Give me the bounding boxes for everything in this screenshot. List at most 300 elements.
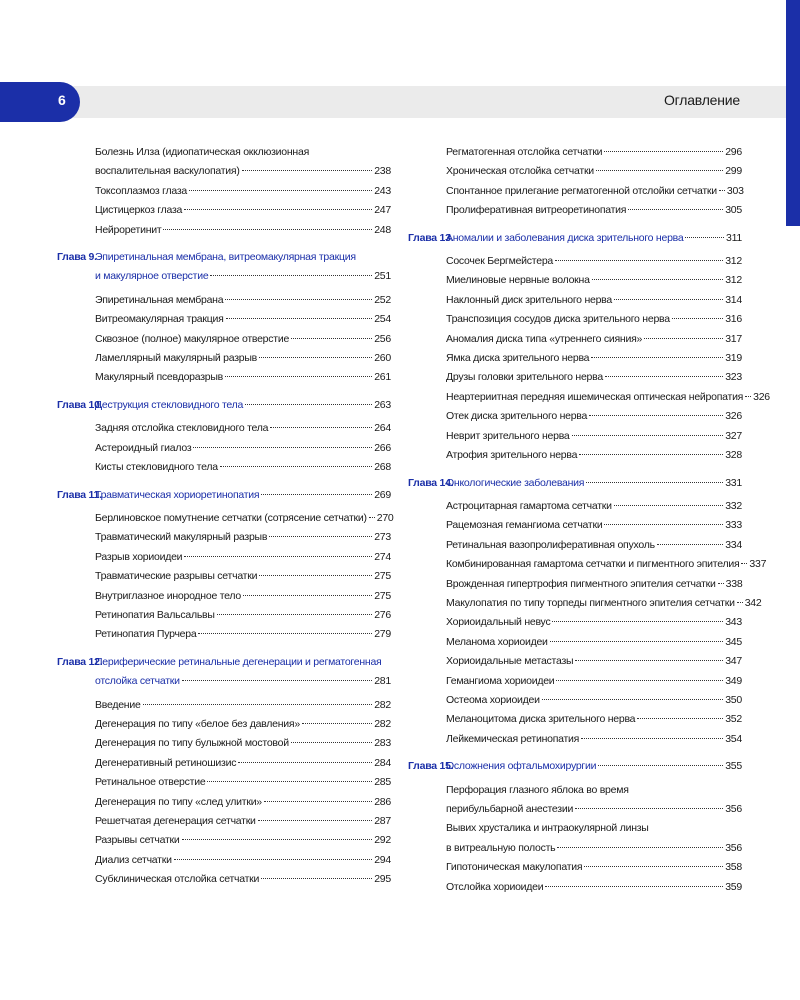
- entry-title: Хориоидальный невус: [446, 616, 551, 629]
- leader-dots: [302, 723, 372, 724]
- chapter-title-block: [95, 248, 391, 287]
- entry-title: Отслойка хориоидеи: [446, 880, 544, 893]
- entry-title: Введение: [95, 698, 141, 711]
- leader-dots: [258, 820, 373, 821]
- toc-entry[interactable]: [408, 878, 742, 897]
- leader-dots: [685, 237, 724, 238]
- entry-title: Макулопатия по типу торпеды пигментного эпителия сетчатки: [446, 596, 735, 609]
- toc-entry[interactable]: [408, 388, 770, 407]
- entry-page-number: 327: [725, 429, 742, 442]
- leader-dots: [575, 660, 723, 661]
- leader-dots: [545, 886, 723, 887]
- entry-title: Неврит зрительного нерва: [446, 429, 570, 442]
- entry-title: Травматический макулярный разрыв: [95, 531, 268, 544]
- entry-title: Отек диска зрительного нерва: [446, 410, 588, 423]
- chapter-title-block: [446, 757, 742, 776]
- toc-entry[interactable]: [57, 528, 391, 547]
- entry-page-number: 343: [725, 616, 742, 629]
- leader-dots: [572, 435, 724, 436]
- toc-entry[interactable]: [57, 509, 394, 528]
- leader-dots: [719, 190, 725, 191]
- entry-page-number: 326: [725, 410, 742, 423]
- entry-page-number: 319: [725, 352, 742, 365]
- toc-entry[interactable]: [57, 831, 391, 850]
- entry-page-number: 260: [374, 352, 391, 365]
- entry-title: Ретинальная вазопролиферативная опухоль: [446, 538, 655, 551]
- entry-title: Кисты стекловидного тела: [95, 461, 218, 474]
- entry-page-number: 294: [374, 853, 391, 866]
- leader-dots: [189, 190, 372, 191]
- toc-entry[interactable]: [57, 330, 391, 349]
- chapter-title-row: [446, 757, 742, 776]
- entry-page-number: 332: [725, 499, 742, 512]
- entry-title-line: Перфорация глазного яблока во время: [446, 783, 629, 796]
- entry-page-number: 273: [374, 531, 391, 544]
- entry-title: Берлиновское помутнение сетчатки (сотрясение сетчатки): [95, 511, 367, 524]
- entry-title: Астероидный гиалоз: [95, 441, 192, 454]
- toc-entry[interactable]: [57, 715, 391, 734]
- chapter-items: [57, 696, 391, 890]
- leader-dots: [163, 229, 372, 230]
- toc-entry[interactable]: [408, 349, 742, 368]
- entry-title: Астроцитарная гамартома сетчатки: [446, 499, 612, 512]
- entry-title: Разрыв хориоидеи: [95, 550, 183, 563]
- chapter-title: отслойка сетчатки: [95, 675, 180, 688]
- leader-dots: [217, 614, 373, 615]
- entry-title: Задняя отслойка стекловидного тела: [95, 422, 269, 435]
- entry-page-number: 286: [374, 795, 391, 808]
- toc-entry[interactable]: [408, 368, 742, 387]
- toc-entry[interactable]: [57, 221, 391, 240]
- leader-dots: [238, 762, 372, 763]
- toc-entry[interactable]: [57, 567, 391, 586]
- toc-entry[interactable]: [57, 606, 391, 625]
- chapter-page-number: 355: [725, 760, 742, 773]
- toc-entry[interactable]: [57, 201, 391, 220]
- toc-entry[interactable]: [57, 458, 391, 477]
- chapter-items: [408, 252, 770, 465]
- entry-title: Спонтанное прилегание регматогенной отслойки сетчатки: [446, 184, 717, 197]
- entry-page-number: 303: [726, 184, 744, 197]
- entry-page-number: 356: [725, 841, 742, 854]
- entry-page-number: 296: [725, 146, 742, 158]
- leader-dots: [210, 275, 372, 276]
- leader-dots: [261, 878, 372, 879]
- entry-title: Субклиническая отслойка сетчатки: [95, 873, 260, 886]
- entry-title: Ламеллярный макулярный разрыв: [95, 352, 258, 365]
- entry-page-number: 292: [374, 834, 391, 847]
- chapter-title-block: [95, 396, 391, 415]
- chapter-title: Деструкция стекловидного тела: [95, 398, 244, 411]
- entry-page-number: 248: [374, 223, 391, 236]
- leader-dots: [591, 357, 723, 358]
- entry-page-number: 333: [725, 519, 742, 532]
- toc-entry[interactable]: [408, 613, 742, 632]
- entry-page-number: 359: [725, 880, 742, 893]
- toc-entry[interactable]: [408, 652, 742, 671]
- entry-page-number: 299: [725, 165, 742, 178]
- entry-title: Ямка диска зрительного нерва: [446, 352, 590, 365]
- chapter-items: [57, 509, 394, 645]
- toc-entry[interactable]: [57, 548, 391, 567]
- chapter-title: Осложнения офтальмохирургии: [446, 760, 597, 773]
- toc-left-column: [57, 143, 394, 890]
- chapter-page-number: 263: [374, 398, 391, 411]
- leader-dots: [579, 454, 723, 455]
- chapter-heading[interactable]: [408, 229, 742, 248]
- leader-dots: [259, 357, 372, 358]
- toc-entry[interactable]: [408, 800, 742, 819]
- entry-page-number: 352: [725, 713, 742, 726]
- toc-entry[interactable]: [57, 310, 391, 329]
- page-number: 6: [58, 92, 66, 108]
- running-title: Оглавление: [663, 92, 740, 108]
- entry-page-number: 354: [725, 732, 742, 745]
- chapter-title-block: [446, 229, 742, 248]
- leader-dots: [637, 718, 723, 719]
- toc-entry[interactable]: [57, 349, 391, 368]
- leader-dots: [269, 536, 372, 537]
- toc-entry[interactable]: [408, 516, 742, 535]
- entry-title: Миелиновые нервные волокна: [446, 274, 590, 287]
- toc-entry[interactable]: [408, 252, 742, 271]
- toc-entry[interactable]: [57, 419, 391, 438]
- chapter-title-line: Эпиретинальная мембрана, витреомакулярная тракция: [95, 251, 356, 264]
- leader-dots: [586, 482, 723, 483]
- entry-title: Дегенерация по типу булыжной мостовой: [95, 737, 289, 750]
- chapter-page-number: 281: [374, 675, 391, 688]
- toc-entry[interactable]: [57, 851, 391, 870]
- leader-dots: [628, 209, 723, 210]
- entry-page-number: 264: [374, 422, 391, 435]
- toc-entry[interactable]: [57, 587, 391, 606]
- entry-title: Хроническая отслойка сетчатки: [446, 165, 594, 178]
- entry-page-number: 314: [725, 293, 742, 306]
- chapter-title-row: [95, 672, 391, 691]
- leader-dots: [184, 556, 372, 557]
- entry-page-number: 275: [374, 570, 391, 583]
- toc-entry[interactable]: [408, 330, 742, 349]
- entry-title: Эпиретинальная мембрана: [95, 293, 224, 306]
- toc-entry[interactable]: [408, 291, 742, 310]
- leader-dots: [614, 505, 723, 506]
- entry-page-number: 283: [374, 737, 391, 750]
- chapter-title: и макулярное отверстие: [95, 270, 209, 283]
- entry-title: Нейроретинит: [95, 223, 162, 236]
- entry-page-number: 312: [725, 255, 742, 268]
- entry-page-number: 356: [725, 803, 742, 815]
- entry-title-line: Вывих хрусталика и интраокулярной линзы: [446, 822, 649, 835]
- chapter-items: [408, 781, 742, 897]
- toc-entry[interactable]: [408, 271, 742, 290]
- leader-dots: [604, 151, 723, 152]
- entry-title: Токсоплазмоз глаза: [95, 184, 187, 197]
- entry-page-number: 358: [725, 861, 742, 874]
- toc-entry[interactable]: [57, 793, 391, 812]
- toc-entry[interactable]: [57, 812, 391, 831]
- entry-title: Ретинальное отверстие: [95, 776, 206, 789]
- chapter-title-block: [446, 474, 742, 493]
- leader-dots: [184, 209, 372, 210]
- entry-page-number: 295: [374, 873, 391, 886]
- toc-entry[interactable]: [408, 594, 762, 613]
- leader-dots: [225, 299, 372, 300]
- toc-entry[interactable]: [57, 368, 391, 387]
- leader-dots: [596, 170, 723, 171]
- toc-right-column: [408, 143, 770, 897]
- entry-page-number: 284: [374, 756, 391, 769]
- leader-dots: [581, 738, 723, 739]
- entry-title: Дегенеративный ретиношизис: [95, 756, 237, 769]
- chapter-page-number: 331: [725, 476, 742, 489]
- entry-page-number: 275: [374, 589, 391, 602]
- toc-entry[interactable]: [408, 839, 742, 858]
- entry-title: Наклонный диск зрительного нерва: [446, 293, 612, 306]
- toc-entry[interactable]: [57, 870, 391, 889]
- toc-entry[interactable]: [57, 182, 391, 201]
- entry-page-number: 266: [374, 441, 391, 454]
- chapter-heading[interactable]: [57, 486, 391, 505]
- leader-dots: [261, 494, 372, 495]
- chapter-title-line: Периферические ретинальные дегенерации и регматогенная: [95, 655, 382, 668]
- entry-title: Ретинопатия Пурчера: [95, 628, 197, 641]
- entry-title: Решетчатая дегенерация сетчатки: [95, 815, 256, 827]
- chapter-page-number: 269: [374, 488, 391, 501]
- toc-entry[interactable]: [408, 536, 742, 555]
- toc-entry[interactable]: [408, 407, 742, 426]
- entry-page-number: 279: [374, 628, 391, 641]
- entry-page-number: 323: [725, 371, 742, 384]
- entry-title: Гемангиома хориоидеи: [446, 674, 555, 687]
- entry-title: воспалительная васкулопатия): [95, 165, 240, 178]
- chapter-title-block: [95, 486, 391, 505]
- chapter-heading[interactable]: [57, 653, 391, 692]
- toc-entry[interactable]: [57, 773, 391, 792]
- leader-dots: [552, 621, 723, 622]
- entry-title: Дегенерация по типу «след улитки»: [95, 795, 262, 808]
- chapter-title-block: [95, 653, 391, 692]
- entry-title-line: Болезнь Илза (идиопатическая окклюзионная: [95, 146, 310, 158]
- toc-entry[interactable]: [57, 291, 391, 310]
- entry-page-number: 312: [725, 274, 742, 287]
- entry-title: Остеома хориоидеи: [446, 693, 540, 706]
- toc-entry[interactable]: [408, 446, 742, 465]
- toc-entry[interactable]: [57, 754, 391, 773]
- chapter-page-number: 251: [374, 270, 391, 283]
- chapter-number: Глава 10.: [57, 398, 103, 411]
- entry-title: Врожденная гипертрофия пигментного эпителия сетчатки: [446, 577, 716, 590]
- chapter-title-row: [95, 486, 391, 505]
- toc-entry[interactable]: [57, 696, 391, 715]
- entry-page-number: 270: [376, 511, 394, 524]
- entry-page-number: 328: [725, 449, 742, 462]
- entry-page-number: 350: [725, 693, 742, 706]
- toc-entry[interactable]: [408, 497, 742, 516]
- chapter-title: Аномалии и заболевания диска зрительного нерва: [446, 231, 684, 244]
- leader-dots: [605, 376, 723, 377]
- entry-title: Регматогенная отслойка сетчатки: [446, 146, 603, 158]
- leader-dots: [259, 575, 372, 576]
- leader-dots: [657, 544, 723, 545]
- entry-title: в витреальную полость: [446, 841, 556, 854]
- toc-entry[interactable]: [408, 555, 767, 574]
- leader-dots: [242, 170, 373, 171]
- leader-dots: [291, 338, 372, 339]
- entry-page-number: 256: [374, 332, 391, 345]
- entry-page-number: 274: [374, 550, 391, 563]
- leader-dots: [614, 299, 723, 300]
- leader-dots: [182, 680, 372, 681]
- entry-page-number: 342: [744, 596, 762, 609]
- leader-dots: [745, 396, 751, 397]
- chapter-title-row: [446, 474, 742, 493]
- chapter-number: Глава 15.: [408, 760, 454, 773]
- entry-title: Макулярный псевдоразрыв: [95, 371, 224, 384]
- chapter-number: Глава 14.: [408, 476, 454, 489]
- entry-title: Лейкемическая ретинопатия: [446, 732, 580, 745]
- entry-page-number: 305: [725, 204, 742, 217]
- entry-page-number: 287: [374, 815, 391, 827]
- entry-title: Сосочек Бергмейстера: [446, 255, 554, 268]
- entry-title: Витреомакулярная тракция: [95, 313, 224, 326]
- leader-dots: [182, 839, 373, 840]
- entry-title: Сквозное (полное) макулярное отверстие: [95, 332, 290, 345]
- page-number-tab: [0, 82, 80, 122]
- chapter-heading[interactable]: [57, 248, 391, 287]
- entry-page-number: 347: [725, 655, 742, 668]
- chapter-heading[interactable]: [408, 474, 742, 493]
- leader-dots: [718, 583, 724, 584]
- toc-entry[interactable]: [408, 691, 742, 710]
- toc-entry[interactable]: [57, 162, 391, 181]
- chapter-title-row: [95, 396, 391, 415]
- leader-dots: [270, 427, 372, 428]
- entry-title: Неартериитная передняя ишемическая оптическая нейропатия: [446, 390, 744, 403]
- chapter-items: [408, 497, 767, 749]
- entry-page-number: 317: [725, 332, 742, 345]
- chapter-items: [57, 291, 391, 388]
- leader-dots: [644, 338, 723, 339]
- entry-title: Хориоидальные метастазы: [446, 655, 574, 668]
- entry-title: Рацемозная гемангиома сетчатки: [446, 519, 603, 532]
- leader-dots: [741, 563, 747, 564]
- entry-title: Атрофия зрительного нерва: [446, 449, 578, 462]
- entry-title: Дегенерация по типу «белое без давления»: [95, 717, 300, 730]
- entry-title: Меланоцитома диска зрительного нерва: [446, 713, 636, 726]
- chapter-heading[interactable]: [57, 396, 391, 415]
- entry-page-number: 254: [374, 313, 391, 326]
- chapter-title: Травматическая хориоретинопатия: [95, 488, 260, 501]
- entry-page-number: 261: [374, 371, 391, 384]
- chapter-number: Глава 9.: [57, 251, 97, 264]
- chapter-number: Глава 12.: [57, 655, 103, 668]
- entry-title: Друзы головки зрительного нерва: [446, 371, 603, 384]
- leader-dots: [207, 781, 372, 782]
- toc-entry[interactable]: [408, 858, 742, 877]
- toc-entry[interactable]: [408, 162, 742, 181]
- toc-entry[interactable]: [408, 143, 742, 162]
- entry-page-number: 349: [725, 674, 742, 687]
- entry-title: Внутриглазное инородное тело: [95, 589, 241, 602]
- entry-title: Пролиферативная витреоретинопатия: [446, 204, 627, 217]
- chapter-title: Онкологические заболевания: [446, 476, 585, 489]
- chapter-title-row: [446, 229, 742, 248]
- toc-entry[interactable]: [408, 575, 742, 594]
- entry-page-number: 243: [374, 184, 391, 197]
- entry-page-number: 238: [374, 165, 391, 178]
- leader-dots: [555, 260, 723, 261]
- entry-page-number: 285: [374, 776, 391, 789]
- entry-page-number: 247: [374, 204, 391, 217]
- toc-entry[interactable]: [408, 182, 742, 201]
- leader-dots: [592, 279, 724, 280]
- leader-dots: [589, 415, 723, 416]
- toc-entry[interactable]: [57, 625, 391, 644]
- leader-dots: [737, 602, 743, 603]
- toc-entry[interactable]: [57, 439, 391, 458]
- entry-page-number: 276: [374, 608, 391, 621]
- entry-title: перибульбарной анестезии: [446, 803, 574, 815]
- entry-page-number: 338: [725, 577, 743, 590]
- toc-entry[interactable]: [408, 201, 742, 220]
- entry-title: Травматические разрывы сетчатки: [95, 570, 258, 583]
- entry-page-number: 334: [725, 538, 742, 551]
- leader-dots: [556, 680, 723, 681]
- leader-dots: [575, 808, 723, 809]
- leader-dots: [598, 765, 723, 766]
- entry-page-number: 268: [374, 461, 391, 474]
- toc-entry[interactable]: [408, 710, 742, 729]
- leader-dots: [245, 404, 372, 405]
- chapter-heading[interactable]: [408, 757, 742, 776]
- leader-dots: [225, 376, 372, 377]
- toc-entry[interactable]: [408, 633, 742, 652]
- entry-page-number: 345: [725, 635, 742, 648]
- leader-dots: [542, 699, 723, 700]
- leader-dots: [557, 847, 723, 848]
- toc-entry[interactable]: [408, 672, 742, 691]
- entry-title: Ретинопатия Вальсальвы: [95, 608, 215, 621]
- chapter-number: Глава 11.: [57, 488, 102, 501]
- leader-dots: [604, 524, 723, 525]
- edge-thumb-tab: [786, 0, 800, 226]
- leader-dots: [672, 318, 723, 319]
- leader-dots: [193, 447, 372, 448]
- leader-dots: [243, 595, 372, 596]
- entry-title: Разрывы сетчатки: [95, 834, 180, 847]
- entry-page-number: 282: [374, 698, 391, 711]
- entry-title: Цистицеркоз глаза: [95, 204, 183, 217]
- entry-page-number: 326: [753, 390, 770, 403]
- entry-page-number: 282: [374, 717, 391, 730]
- entry-title: Меланома хориоидеи: [446, 635, 548, 648]
- toc-entry[interactable]: [408, 730, 742, 749]
- entry-title: Гипотоническая макулопатия: [446, 861, 583, 874]
- entry-title: Транспозиция сосудов диска зрительного нерва: [446, 313, 670, 326]
- leader-dots: [264, 801, 372, 802]
- leader-dots: [584, 866, 723, 867]
- entry-title: Диализ сетчатки: [95, 853, 172, 866]
- entry-page-number: 316: [725, 313, 742, 326]
- leader-dots: [220, 466, 372, 467]
- leader-dots: [174, 859, 373, 860]
- entry-page-number: 252: [374, 293, 391, 306]
- toc-entry[interactable]: [57, 734, 391, 753]
- leader-dots: [550, 641, 724, 642]
- chapter-items: [57, 419, 391, 477]
- toc-entry[interactable]: [408, 310, 742, 329]
- toc-entry[interactable]: [408, 427, 742, 446]
